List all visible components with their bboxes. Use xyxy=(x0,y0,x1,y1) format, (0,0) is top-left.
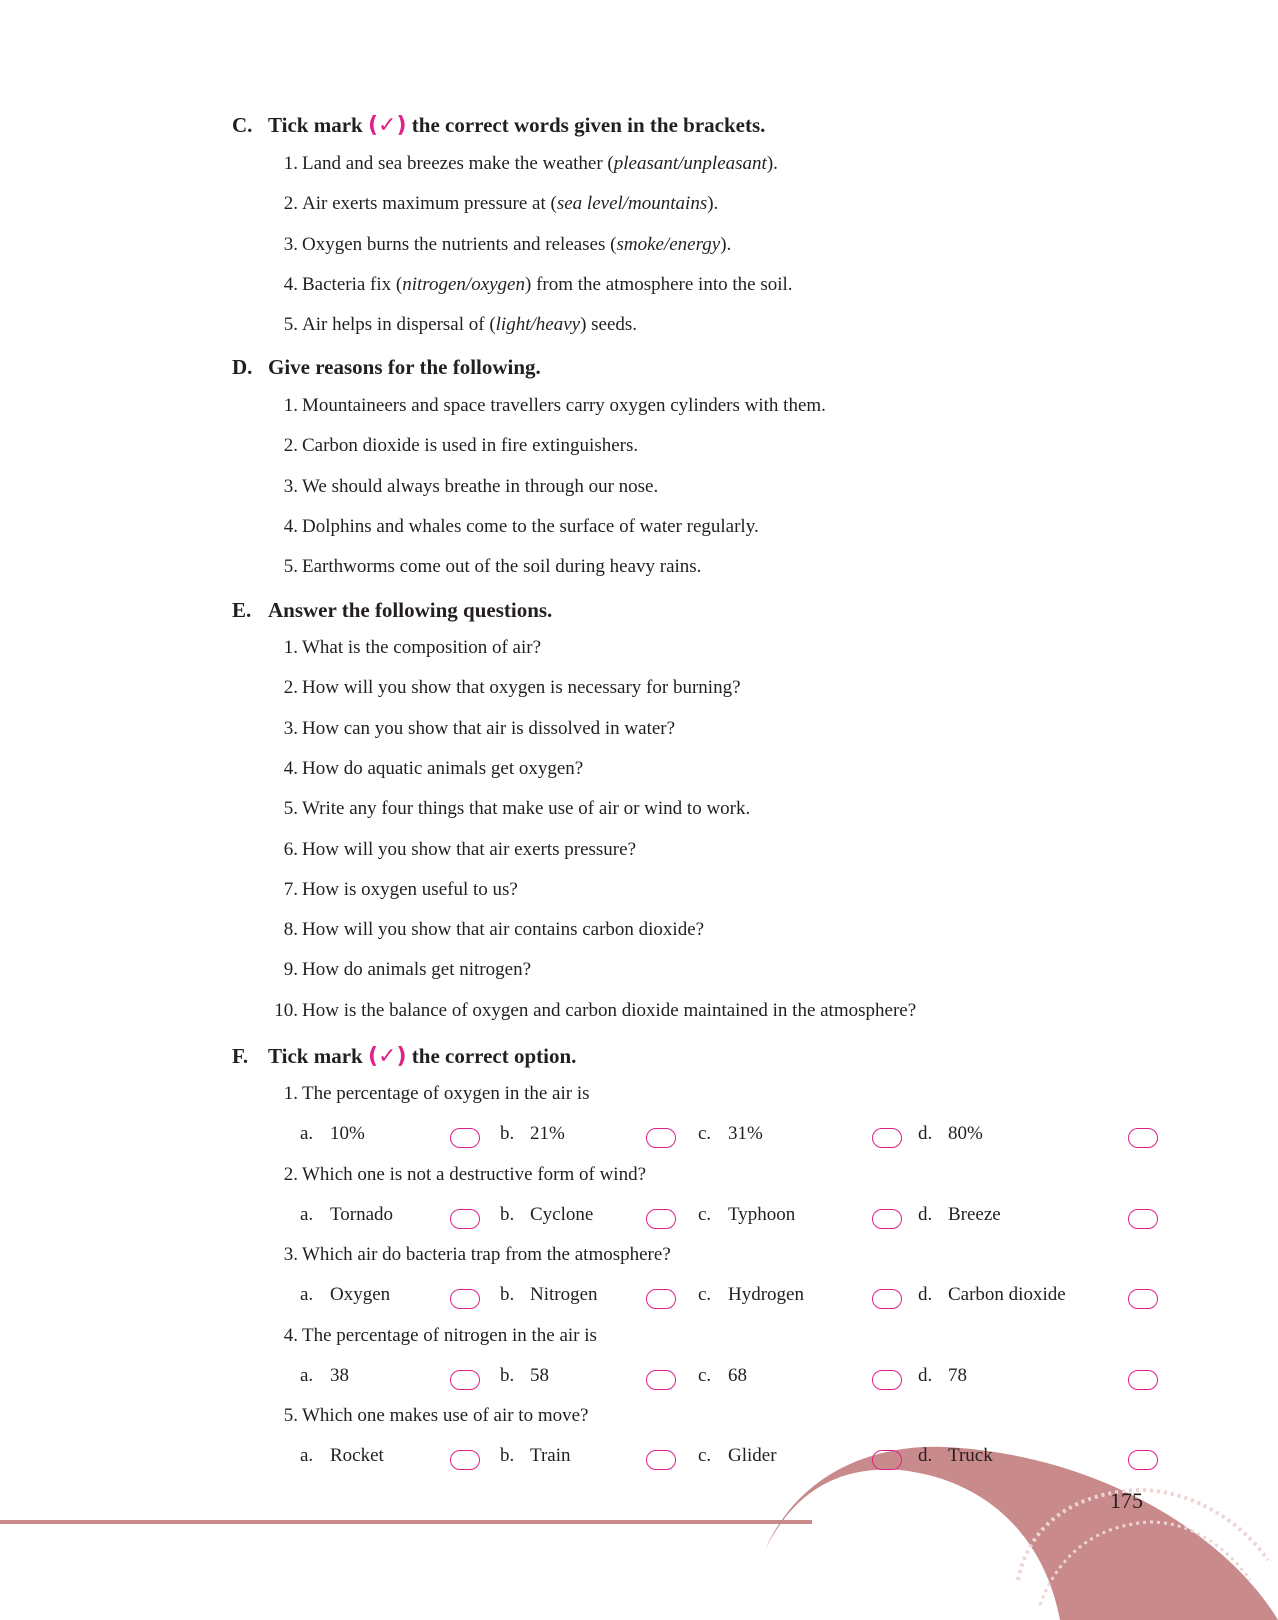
question-text: Which air do bacteria trap from the atmosphere? xyxy=(302,1244,671,1266)
option-text: Hydrogen xyxy=(728,1284,804,1306)
option-b xyxy=(500,1204,593,1226)
item-number: 4. xyxy=(283,757,298,779)
option-text: 31% xyxy=(728,1123,763,1144)
item-text: How will you show that air exerts pressure? xyxy=(302,838,637,860)
item-number: 2. xyxy=(283,1163,298,1185)
item-number: 1. xyxy=(283,395,298,416)
item-number: 3. xyxy=(283,717,298,739)
answer-checkbox[interactable] xyxy=(450,1289,480,1309)
question-text: Which one is not a destructive form of wind? xyxy=(302,1163,647,1185)
item-number: 1. xyxy=(283,1083,298,1104)
option-text: Typhoon xyxy=(728,1203,796,1225)
option-letter: d. xyxy=(918,1364,933,1386)
option-a xyxy=(300,1365,349,1387)
item-text: Bacteria fix ( xyxy=(302,273,403,295)
option-text: 21% xyxy=(530,1123,565,1144)
option-letter: a. xyxy=(300,1284,314,1306)
item-number: 1. xyxy=(283,637,298,658)
answer-checkbox[interactable] xyxy=(450,1209,480,1229)
option-letter: d. xyxy=(918,1445,933,1467)
option-c xyxy=(698,1284,804,1306)
item-number: 2. xyxy=(283,677,298,699)
option-letter: a. xyxy=(300,1445,314,1467)
list-item xyxy=(258,435,638,457)
answer-checkbox[interactable] xyxy=(646,1128,676,1148)
option-letter: c. xyxy=(698,1364,712,1386)
item-text: How will you show that air contains carbon dioxide? xyxy=(302,919,705,941)
question xyxy=(258,1325,597,1347)
list-item xyxy=(258,314,637,336)
option-c xyxy=(698,1204,795,1226)
option-c xyxy=(698,1365,747,1387)
answer-checkbox[interactable] xyxy=(872,1450,902,1470)
list-item xyxy=(258,677,741,699)
list-item xyxy=(258,637,541,659)
list-item xyxy=(258,879,518,901)
item-number: 3. xyxy=(283,475,298,497)
item-number: 8. xyxy=(283,919,298,941)
option-d xyxy=(918,1284,1066,1306)
option-letter: d. xyxy=(918,1203,933,1225)
item-number: 2. xyxy=(283,193,298,215)
item-text: How do animals get nitrogen? xyxy=(302,959,532,981)
list-item xyxy=(258,153,778,175)
list-item xyxy=(258,798,750,820)
option-text: Tornado xyxy=(330,1203,394,1225)
option-letter: a. xyxy=(300,1203,314,1225)
answer-checkbox[interactable] xyxy=(646,1450,676,1470)
answer-checkbox[interactable] xyxy=(1128,1209,1158,1229)
option-text: 80% xyxy=(948,1123,983,1144)
section-f-heading: F. Tick mark (✓) the correct option. xyxy=(232,1044,577,1069)
item-number: 5. xyxy=(283,314,298,336)
option-letter: c. xyxy=(698,1445,712,1467)
option-letter: b. xyxy=(500,1203,515,1225)
option-b xyxy=(500,1365,549,1387)
question-text: The percentage of oxygen in the air is xyxy=(302,1083,590,1104)
answer-checkbox[interactable] xyxy=(872,1209,902,1229)
page-number: 175 xyxy=(1110,1488,1143,1513)
answer-checkbox[interactable] xyxy=(646,1370,676,1390)
item-number: 5. xyxy=(283,556,298,578)
option-text: Cyclone xyxy=(530,1203,594,1225)
option-d xyxy=(918,1445,993,1467)
item-text: We should always breathe in through our nose. xyxy=(302,475,659,497)
question-text: Which one makes use of air to move? xyxy=(302,1405,589,1427)
bracket-options: pleasant/unpleasant xyxy=(613,153,767,174)
list-item xyxy=(258,234,731,256)
list-item xyxy=(258,959,531,981)
list-item xyxy=(258,516,759,538)
option-text: 38 xyxy=(330,1364,349,1386)
item-text-end: ). xyxy=(766,153,778,174)
option-text: Breeze xyxy=(948,1203,1001,1225)
bracket-options: smoke/energy xyxy=(616,233,721,255)
option-letter: c. xyxy=(698,1203,712,1225)
option-b xyxy=(500,1284,598,1306)
list-item xyxy=(258,718,675,740)
item-text: Air exerts maximum pressure at ( xyxy=(302,193,557,215)
item-number: 3. xyxy=(283,1244,298,1266)
item-number: 4. xyxy=(283,515,298,537)
item-text: How do aquatic animals get oxygen? xyxy=(302,757,584,779)
option-a xyxy=(300,1204,393,1226)
bracket-options: sea level/mountains xyxy=(556,193,708,215)
option-d xyxy=(918,1123,983,1145)
question xyxy=(258,1164,646,1186)
option-c xyxy=(698,1445,777,1467)
item-text: How is oxygen useful to us? xyxy=(302,878,518,900)
bracket-options: nitrogen/oxygen xyxy=(402,273,525,295)
item-text: How is the balance of oxygen and carbon dioxide maintained in the atmosphere? xyxy=(302,999,917,1021)
option-letter: d. xyxy=(918,1284,933,1306)
item-number: 4. xyxy=(283,273,298,295)
list-item xyxy=(258,476,658,498)
option-b xyxy=(500,1123,565,1145)
option-text: 68 xyxy=(728,1364,747,1386)
bracket-options: light/heavy xyxy=(495,314,581,336)
option-text: Train xyxy=(530,1445,571,1467)
answer-checkbox[interactable] xyxy=(646,1209,676,1229)
item-text: Dolphins and whales come to the surface of water regularly. xyxy=(302,515,759,537)
section-c-heading: C. Tick mark (✓) the correct words given in the brackets. xyxy=(232,113,766,138)
option-b xyxy=(500,1445,570,1467)
item-number: 5. xyxy=(283,798,298,820)
question xyxy=(258,1244,671,1266)
corner-swoosh xyxy=(765,1447,1278,1620)
item-text: Land and sea breezes make the weather ( xyxy=(302,153,614,174)
option-letter: d. xyxy=(918,1123,933,1144)
item-text: How can you show that air is dissolved in water? xyxy=(302,717,676,739)
option-letter: b. xyxy=(500,1123,515,1144)
option-letter: c. xyxy=(698,1123,712,1144)
item-number: 7. xyxy=(283,878,298,900)
option-text: Nitrogen xyxy=(530,1284,598,1306)
question xyxy=(258,1083,590,1105)
answer-checkbox[interactable] xyxy=(1128,1370,1158,1390)
item-number: 2. xyxy=(283,435,298,457)
option-letter: b. xyxy=(500,1364,515,1386)
item-text: Air helps in dispersal of ( xyxy=(302,314,496,336)
option-d xyxy=(918,1365,967,1387)
item-text: Oxygen burns the nutrients and releases ( xyxy=(302,233,617,255)
option-letter: b. xyxy=(500,1445,515,1467)
option-text: 78 xyxy=(948,1364,967,1386)
option-a xyxy=(300,1123,365,1145)
option-text: Rocket xyxy=(330,1445,384,1467)
item-number: 3. xyxy=(283,233,298,255)
tick-mark-icon: (✓) xyxy=(367,1044,407,1069)
option-d xyxy=(918,1204,1001,1226)
option-a xyxy=(300,1445,384,1467)
answer-checkbox[interactable] xyxy=(646,1289,676,1309)
option-letter: c. xyxy=(698,1284,712,1306)
list-item xyxy=(258,556,701,578)
section-e-heading: E. Answer the following questions. xyxy=(232,598,553,622)
option-c xyxy=(698,1123,763,1145)
option-letter: b. xyxy=(500,1284,515,1306)
question xyxy=(258,1405,588,1427)
answer-checkbox[interactable] xyxy=(1128,1128,1158,1148)
list-item xyxy=(258,1000,916,1022)
list-item xyxy=(258,395,826,417)
item-text-end: ) from the atmosphere into the soil. xyxy=(525,273,793,295)
answer-checkbox[interactable] xyxy=(1128,1289,1158,1309)
list-item xyxy=(258,193,718,215)
answer-checkbox[interactable] xyxy=(872,1370,902,1390)
list-item xyxy=(258,274,793,296)
option-text: Carbon dioxide xyxy=(948,1284,1066,1306)
section-d-heading: D. Give reasons for the following. xyxy=(232,355,541,379)
tick-mark-icon: (✓) xyxy=(367,113,407,138)
item-text: How will you show that oxygen is necessary for burning? xyxy=(302,677,741,699)
answer-checkbox[interactable] xyxy=(450,1450,480,1470)
list-item xyxy=(258,758,583,780)
option-text: 10% xyxy=(330,1123,365,1144)
option-text: Oxygen xyxy=(330,1284,391,1306)
option-text: Glider xyxy=(728,1445,777,1467)
item-number: 6. xyxy=(283,838,298,860)
item-number: 4. xyxy=(283,1324,298,1346)
answer-checkbox[interactable] xyxy=(872,1289,902,1309)
list-item xyxy=(258,919,704,941)
answer-checkbox[interactable] xyxy=(1128,1450,1158,1470)
item-text-end: ) seeds. xyxy=(580,314,638,336)
option-text: Truck xyxy=(948,1445,993,1467)
item-text: Carbon dioxide is used in fire extinguishers. xyxy=(302,435,639,457)
item-text: What is the composition of air? xyxy=(302,637,542,658)
item-number: 1. xyxy=(283,153,298,174)
item-text: Earthworms come out of the soil during heavy rains. xyxy=(302,556,702,578)
item-number: 9. xyxy=(283,959,298,981)
item-number: 5. xyxy=(283,1405,298,1427)
item-text: Mountaineers and space travellers carry oxygen cylinders with them. xyxy=(302,395,826,416)
item-text-end: ). xyxy=(720,233,732,255)
list-item xyxy=(258,839,636,861)
item-number: 10. xyxy=(274,999,298,1021)
option-text: 58 xyxy=(530,1364,549,1386)
answer-checkbox[interactable] xyxy=(450,1128,480,1148)
answer-checkbox[interactable] xyxy=(872,1128,902,1148)
item-text: Write any four things that make use of air or wind to work. xyxy=(302,798,751,820)
item-text-end: ). xyxy=(707,193,719,215)
option-a xyxy=(300,1284,390,1306)
question-text: The percentage of nitrogen in the air is xyxy=(302,1324,597,1346)
option-letter: a. xyxy=(300,1123,314,1144)
answer-checkbox[interactable] xyxy=(450,1370,480,1390)
option-letter: a. xyxy=(300,1364,314,1386)
